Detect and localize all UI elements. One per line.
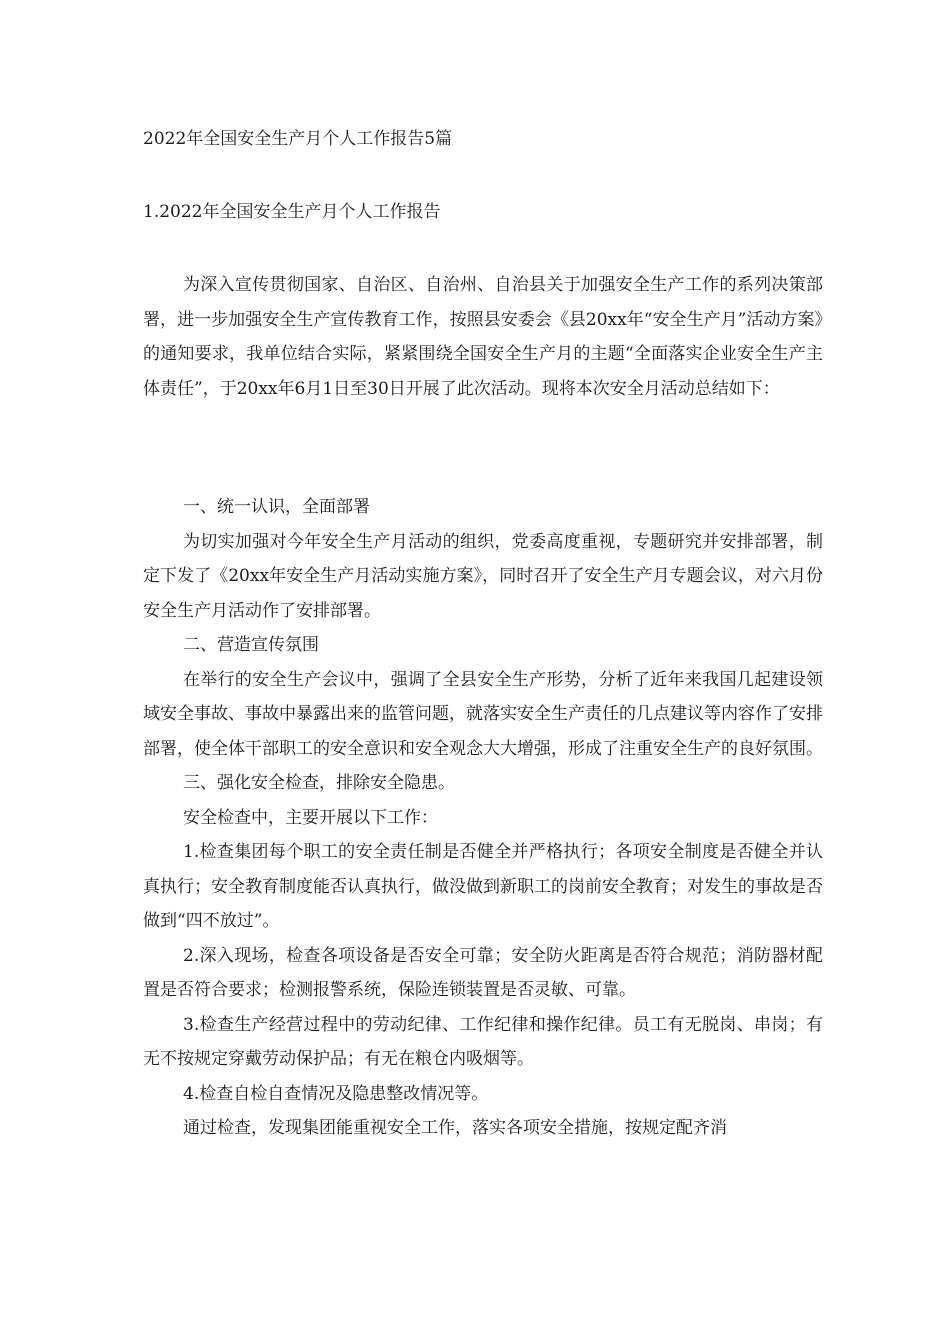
list-item-3: 3.检查生产经营过程中的劳动纪律、工作纪律和操作纪律。员工有无脱岗、串岗；有无不按规定穿戴劳动保护品；有无在粮仓内吸烟等。 — [143, 1014, 823, 1069]
list-item-1: 1.检查集团每个职工的安全责任制是否健全并严格执行；各项安全制度是否健全并认真执行；安全教育制度能否认真执行，做没做到新职工的岗前安全教育；对发生的事故是否做到“四不放过”。 — [143, 842, 823, 931]
report-body — [143, 490, 823, 1146]
heading-inspection: 三、强化安全检查，排除安全隐患。 — [183, 773, 455, 793]
paragraph-deployment: 为切实加强对今年安全生产月活动的组织，党委高度重视，专题研究并安排部署，制定下发了《20xx年安全生产月活动实施方案》，同时召开了安全生产月专题会议，对六月份安全生产月活动作了安排部署。 — [143, 531, 823, 621]
intro-paragraph: 为深入宣传贯彻国家、自治区、自治州、自治县关于加强安全生产工作的系列决策部署，进一步加强安全生产宣传教育工作，按照县安委会《县20xx年“安全生产月”活动方案》的通知要求，我单位结合实际，紧紧围绕全国安全生产月的主题“全面落实企业安全生产主体责任”，于20xx年6月1日至30日开展了此次活动。现将本次安全月活动总结如下： — [143, 275, 823, 399]
heading-atmosphere: 二、营造宣传氛围 — [183, 635, 319, 655]
section-title: 1.2022年全国安全生产月个人工作报告 — [143, 202, 441, 222]
list-item-4: 4.检查自检自查情况及隐患整改情况等。 — [183, 1083, 489, 1104]
paragraph-conclusion: 通过检查，发现集团能重视安全工作，落实各项安全措施，按规定配齐消 — [183, 1118, 727, 1138]
heading-unify: 一、统一认识，全面部署 — [183, 497, 370, 517]
list-item-2: 2.深入现场，检查各项设备是否安全可靠；安全防火距离是否符合规范；消防器材配置是否符合要求；检测报警系统，保险连锁装置是否灵敏、可靠。 — [143, 945, 823, 1000]
document-title: 2022年全国安全生产月个人工作报告5篇 — [143, 129, 453, 149]
paragraph-meeting: 在举行的安全生产会议中，强调了全县安全生产形势，分析了近年来我国几起建设领域安全事故、事故中暴露出来的监管问题，就落实安全生产责任的几点建议等内容作了安排部署，使全体干部职工的安全意识和安全观念大大增强，形成了注重安全生产的良好氛围。 — [143, 669, 823, 759]
paragraph-inspection-intro: 安全检查中，主要开展以下工作： — [183, 807, 438, 828]
